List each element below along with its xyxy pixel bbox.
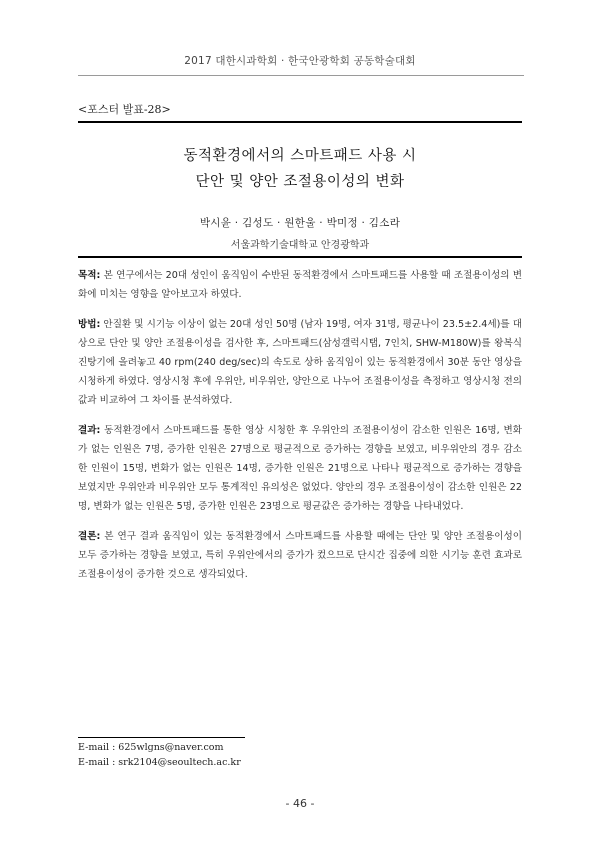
section-results-text: 동적환경에서 스마트패드를 통한 영상 시청한 후 우위안의 조절용이성이 감소한 인원은 16명, 변화가 없는 인원은 7명, 증가한 인원은 27명으로 평균적으로 증가하는 경향을 보였고, 비우위안의 경우 감소한 인원이 15명, 변화가 없는 인원은 14명, 증가한 인원은 21명으로 나타나 평균적으로 증가하는 경향을 보였지만 우위안과 비우위안 모두 통계적인 유의성은 없었다. 양안의 경우 조절용이성이 감소한 인원은 22명, 변화가 없는 인원은 5명, 증가한 인원은 23명으로 평균값은 증가하는 경향을 나타내었다. xyxy=(78,425,522,512)
footnote-email-1: E-mail : 625wlgns@naver.com xyxy=(78,742,224,753)
title-line-1: 동적환경에서의 스마트패드 사용 시 xyxy=(183,148,417,164)
title-box xyxy=(78,121,522,258)
section-method-text: 안질환 및 시기능 이상이 없는 20대 성인 50명 (남자 19명, 여자 31명, 평균나이 23.5±2.4세)를 대상으로 단안 및 양안 조절용이성을 검사한 후, 스마트패드(삼성갤럭시탭, 7인치, SHW-M180W)를 왕복식 진탕기에 올려놓고 40 rpm(240 deg/sec)의 속도로 상하 움직임이 있는 동적환경에서 30분 동안 영상을 시청하게 하였다. 영상시청 후에 우위안, 비우위안, 양안으로 나누어 조절용이성을 측정하고 영상시청 전의 값과 비교하여 그 차이를 분석하였다. xyxy=(78,319,522,406)
footnote-divider xyxy=(78,737,245,738)
section-method xyxy=(78,315,522,410)
section-conclusion-text: 본 연구 결과 움직임이 있는 동적환경에서 스마트패드를 사용할 때에는 단안 및 양안 조절용이성이 모두 증가하는 경향을 보였고, 특히 우위안에서의 증가가 컸으므로 단시간 집중에 의한 시기능 훈련 효과로 조절용이성이 증가한 것으로 생각되었다. xyxy=(78,531,522,580)
conference-header: 2017 대한시과학회 · 한국안광학회 공동학술대회 xyxy=(184,55,416,67)
section-purpose-text: 본 연구에서는 20대 성인이 움직임이 수반된 동적환경에서 스마트패드를 사용할 때 조절용이성의 변화에 미치는 영향을 알아보고자 하였다. xyxy=(78,270,522,300)
page-number: - 46 - xyxy=(285,797,315,810)
affiliation: 서울과학기술대학교 안경광학과 xyxy=(230,240,370,251)
section-conclusion-key: 결론: xyxy=(78,531,101,542)
footnote-email-2: E-mail : srk2104@seoultech.ac.kr xyxy=(78,757,241,768)
section-results-key: 결과: xyxy=(78,425,101,436)
section-purpose-key: 목적: xyxy=(78,270,101,281)
abstract-body xyxy=(78,266,522,595)
authors: 박시윤 · 김성도 · 원한울 · 박미정 · 김소라 xyxy=(199,217,401,229)
title-line-2: 단안 및 양안 조절용이성의 변화 xyxy=(195,174,405,190)
section-results xyxy=(78,421,522,516)
section-conclusion xyxy=(78,527,522,584)
header-divider xyxy=(78,75,524,76)
section-method-key: 방법: xyxy=(78,319,101,330)
section-purpose xyxy=(78,266,522,304)
presentation-label: <포스터 발표-28> xyxy=(78,103,171,116)
